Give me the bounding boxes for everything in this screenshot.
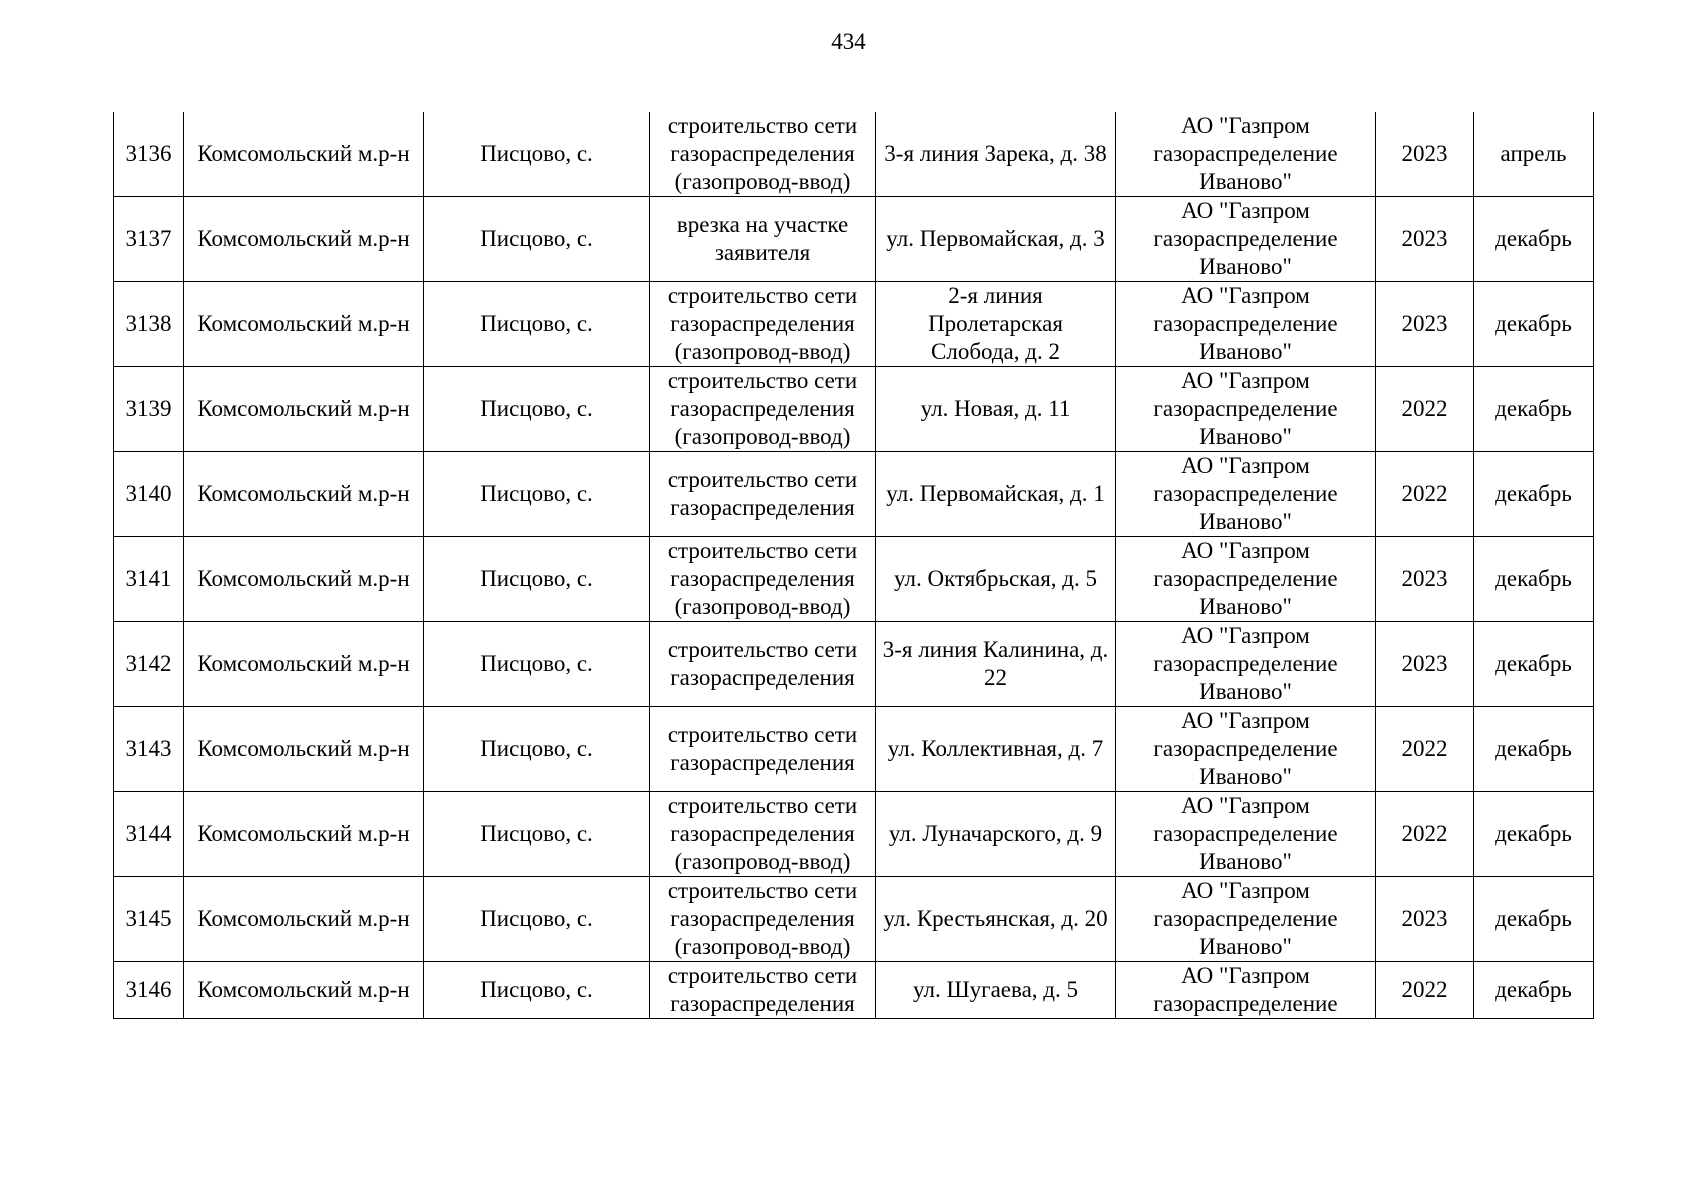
row-number: 3146 — [114, 962, 184, 1019]
table-row — [114, 537, 1594, 622]
month-cell: декабрь — [1474, 452, 1594, 537]
district-cell: Комсомольский м.р-н — [184, 877, 424, 962]
work-type-cell: строительство сети газораспределения — [650, 962, 876, 1019]
district-cell: Комсомольский м.р-н — [184, 707, 424, 792]
organization-cell: АО "Газпром газораспределение Иваново" — [1116, 537, 1376, 622]
address-cell: ул. Луначарского, д. 9 — [876, 792, 1116, 877]
month-cell: декабрь — [1474, 877, 1594, 962]
organization-cell: АО "Газпром газораспределение Иваново" — [1116, 282, 1376, 367]
address-cell: ул. Крестьянская, д. 20 — [876, 877, 1116, 962]
settlement-cell: Писцово, с. — [424, 622, 650, 707]
settlement-cell: Писцово, с. — [424, 112, 650, 197]
district-cell: Комсомольский м.р-н — [184, 367, 424, 452]
address-cell: ул. Коллективная, д. 7 — [876, 707, 1116, 792]
work-type-cell: строительство сети газораспределения — [650, 452, 876, 537]
organization-cell: АО "Газпром газораспределение Иваново" — [1116, 877, 1376, 962]
organization-cell: АО "Газпром газораспределение Иваново" — [1116, 367, 1376, 452]
address-cell: ул. Октябрьская, д. 5 — [876, 537, 1116, 622]
month-cell: декабрь — [1474, 622, 1594, 707]
settlement-cell: Писцово, с. — [424, 197, 650, 282]
district-cell: Комсомольский м.р-н — [184, 962, 424, 1019]
month-cell: декабрь — [1474, 792, 1594, 877]
settlement-cell: Писцово, с. — [424, 282, 650, 367]
work-type-cell: строительство сети газораспределения (газопровод-ввод) — [650, 877, 876, 962]
organization-cell: АО "Газпром газораспределение Иваново" — [1116, 197, 1376, 282]
district-cell: Комсомольский м.р-н — [184, 452, 424, 537]
table-row — [114, 792, 1594, 877]
row-number: 3145 — [114, 877, 184, 962]
table-row — [114, 877, 1594, 962]
table-row — [114, 962, 1594, 1019]
row-number: 3143 — [114, 707, 184, 792]
table-row — [114, 197, 1594, 282]
district-cell: Комсомольский м.р-н — [184, 197, 424, 282]
year-cell: 2023 — [1376, 282, 1474, 367]
settlement-cell: Писцово, с. — [424, 792, 650, 877]
address-cell: 3-я линия Зарека, д. 38 — [876, 112, 1116, 197]
work-type-cell: врезка на участке заявителя — [650, 197, 876, 282]
address-cell: ул. Новая, д. 11 — [876, 367, 1116, 452]
row-number: 3142 — [114, 622, 184, 707]
year-cell: 2022 — [1376, 367, 1474, 452]
settlement-cell: Писцово, с. — [424, 877, 650, 962]
settlement-cell: Писцово, с. — [424, 707, 650, 792]
row-number: 3141 — [114, 537, 184, 622]
year-cell: 2022 — [1376, 962, 1474, 1019]
address-cell: 2-я линия Пролетарская Слобода, д. 2 — [876, 282, 1116, 367]
year-cell: 2023 — [1376, 622, 1474, 707]
settlement-cell: Писцово, с. — [424, 537, 650, 622]
district-cell: Комсомольский м.р-н — [184, 792, 424, 877]
table-row — [114, 452, 1594, 537]
year-cell: 2022 — [1376, 452, 1474, 537]
row-number: 3139 — [114, 367, 184, 452]
settlement-cell: Писцово, с. — [424, 367, 650, 452]
organization-cell: АО "Газпром газораспределение Иваново" — [1116, 707, 1376, 792]
table-row — [114, 622, 1594, 707]
district-cell: Комсомольский м.р-н — [184, 622, 424, 707]
row-number: 3138 — [114, 282, 184, 367]
district-cell: Комсомольский м.р-н — [184, 112, 424, 197]
row-number: 3144 — [114, 792, 184, 877]
address-cell: ул. Первомайская, д. 1 — [876, 452, 1116, 537]
month-cell: декабрь — [1474, 537, 1594, 622]
table-row — [114, 707, 1594, 792]
gas-connection-table — [113, 112, 1594, 1019]
year-cell: 2022 — [1376, 792, 1474, 877]
organization-cell: АО "Газпром газораспределение Иваново" — [1116, 452, 1376, 537]
month-cell: декабрь — [1474, 197, 1594, 282]
organization-cell: АО "Газпром газораспределение Иваново" — [1116, 622, 1376, 707]
table-row — [114, 112, 1594, 197]
month-cell: декабрь — [1474, 707, 1594, 792]
table-row — [114, 367, 1594, 452]
month-cell: декабрь — [1474, 962, 1594, 1019]
work-type-cell: строительство сети газораспределения (газопровод-ввод) — [650, 367, 876, 452]
year-cell: 2023 — [1376, 537, 1474, 622]
month-cell: декабрь — [1474, 367, 1594, 452]
organization-cell: АО "Газпром газораспределение Иваново" — [1116, 792, 1376, 877]
work-type-cell: строительство сети газораспределения — [650, 707, 876, 792]
work-type-cell: строительство сети газораспределения (газопровод-ввод) — [650, 537, 876, 622]
address-cell: ул. Первомайская, д. 3 — [876, 197, 1116, 282]
year-cell: 2023 — [1376, 197, 1474, 282]
work-type-cell: строительство сети газораспределения — [650, 622, 876, 707]
organization-cell: АО "Газпром газораспределение — [1116, 962, 1376, 1019]
row-number: 3137 — [114, 197, 184, 282]
month-cell: апрель — [1474, 112, 1594, 197]
settlement-cell: Писцово, с. — [424, 962, 650, 1019]
work-type-cell: строительство сети газораспределения (газопровод-ввод) — [650, 792, 876, 877]
address-cell: ул. Шугаева, д. 5 — [876, 962, 1116, 1019]
row-number: 3140 — [114, 452, 184, 537]
work-type-cell: строительство сети газораспределения (газопровод-ввод) — [650, 282, 876, 367]
year-cell: 2022 — [1376, 707, 1474, 792]
table-row — [114, 282, 1594, 367]
work-type-cell: строительство сети газораспределения (газопровод-ввод) — [650, 112, 876, 197]
year-cell: 2023 — [1376, 877, 1474, 962]
month-cell: декабрь — [1474, 282, 1594, 367]
organization-cell: АО "Газпром газораспределение Иваново" — [1116, 112, 1376, 197]
settlement-cell: Писцово, с. — [424, 452, 650, 537]
district-cell: Комсомольский м.р-н — [184, 537, 424, 622]
address-cell: 3-я линия Калинина, д. 22 — [876, 622, 1116, 707]
year-cell: 2023 — [1376, 112, 1474, 197]
row-number: 3136 — [114, 112, 184, 197]
district-cell: Комсомольский м.р-н — [184, 282, 424, 367]
page-number: 434 — [831, 29, 866, 54]
